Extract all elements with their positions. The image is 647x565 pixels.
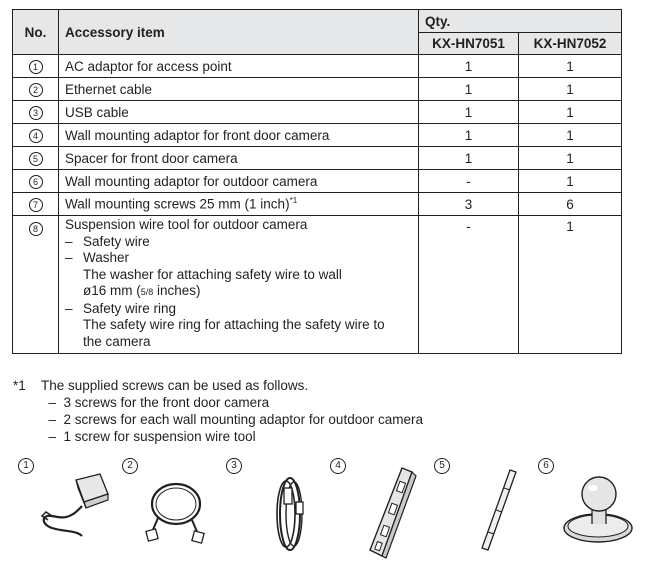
wall-mount-adaptor-icon: [330, 458, 430, 563]
header-item: Accessory item: [59, 10, 419, 55]
row8-title: Suspension wire tool for outdoor camera: [65, 217, 308, 232]
illustration-number: 6: [538, 458, 554, 474]
table-row: [13, 124, 622, 147]
item-name: [59, 216, 419, 354]
qty-7051: -: [419, 170, 519, 193]
qty-7052: 1: [519, 147, 622, 170]
qty-7052: 6: [519, 193, 622, 216]
qty-7052: 1: [519, 101, 622, 124]
qty-7051: 1: [419, 55, 519, 78]
row-number: 2: [29, 83, 43, 97]
qty-7051: 1: [419, 101, 519, 124]
accessory-table: [12, 9, 622, 354]
qty-7051: 1: [419, 78, 519, 101]
illustration-5: [434, 458, 534, 563]
accessory-illustrations: [0, 458, 647, 563]
footnote-item: – 3 screws for the front door camera: [48, 395, 270, 410]
illustration-number: 2: [122, 458, 138, 474]
qty-7052: 1: [519, 216, 622, 354]
illustration-3: [226, 458, 326, 563]
header-model-7052: KX-HN7052: [519, 33, 622, 55]
illustration-number: 3: [226, 458, 242, 474]
item-name: Wall mounting adaptor for front door camera: [59, 124, 419, 147]
row8-ring-desc-2: the camera: [83, 333, 151, 349]
footnote-mark: *1: [13, 378, 26, 393]
item-name: Wall mounting screws 25 mm (1 inch)$^{*1}$: [59, 193, 419, 216]
footnotes: [13, 377, 423, 445]
qty-7051: 3: [419, 193, 519, 216]
illustration-2: [122, 458, 222, 563]
table-row: [13, 147, 622, 170]
row8-ring-desc-1: The safety wire ring for attaching the safety wire to: [83, 317, 385, 332]
table-row: [13, 170, 622, 193]
item-name: Ethernet cable: [59, 78, 419, 101]
qty-7052: 1: [519, 78, 622, 101]
row8-safety-wire: – Safety wire: [65, 233, 150, 249]
header-no: No.: [13, 10, 59, 55]
illustration-1: [18, 458, 118, 563]
row8-washer: – Washer: [65, 250, 130, 265]
header-qty: Qty.: [419, 10, 622, 33]
row8-ring: – Safety wire ring: [65, 300, 177, 316]
footnote-ref: *1: [289, 196, 298, 206]
row8-washer-size: ø16 mm (5/8 inches): [83, 283, 201, 298]
qty-7052: 1: [519, 170, 622, 193]
item-name: USB cable: [59, 101, 419, 124]
spacer-icon: [434, 458, 534, 563]
row-number: 6: [29, 175, 43, 189]
item-name: AC adaptor for access point: [59, 55, 419, 78]
illustration-number: 4: [330, 458, 346, 474]
item-name: Spacer for front door camera: [59, 147, 419, 170]
row8-washer-desc: The washer for attaching safety wire to wall: [83, 266, 342, 282]
qty-7051: -: [419, 216, 519, 354]
usb-cable-icon: [226, 458, 326, 563]
row-number: 8: [29, 222, 43, 236]
outdoor-mount-adaptor-icon: [538, 458, 643, 563]
row-number: 7: [29, 198, 43, 212]
qty-7052: 1: [519, 124, 622, 147]
table-row: [13, 193, 622, 216]
illustration-number: 5: [434, 458, 450, 474]
table-row: [13, 55, 622, 78]
illustration-6: [538, 458, 643, 563]
ac-adaptor-icon: [18, 458, 118, 563]
item-name: Wall mounting adaptor for outdoor camera: [59, 170, 419, 193]
footnote-item: – 1 screw for suspension wire tool: [48, 429, 256, 444]
qty-7051: 1: [419, 147, 519, 170]
table-row: [13, 216, 622, 354]
illustration-4: [330, 458, 430, 563]
ethernet-cable-icon: [122, 458, 222, 563]
row-number: 4: [29, 129, 43, 143]
row-number: 1: [29, 60, 43, 74]
qty-7052: 1: [519, 55, 622, 78]
table-row: [13, 101, 622, 124]
header-model-7051: KX-HN7051: [419, 33, 519, 55]
footnote-item: – 2 screws for each wall mounting adaptor for outdoor camera: [48, 412, 423, 427]
illustration-number: 1: [18, 458, 34, 474]
row-number: 3: [29, 106, 43, 120]
row-number: 5: [29, 152, 43, 166]
table-row: [13, 78, 622, 101]
footnote-intro: The supplied screws can be used as follows.: [41, 378, 309, 393]
qty-7051: 1: [419, 124, 519, 147]
